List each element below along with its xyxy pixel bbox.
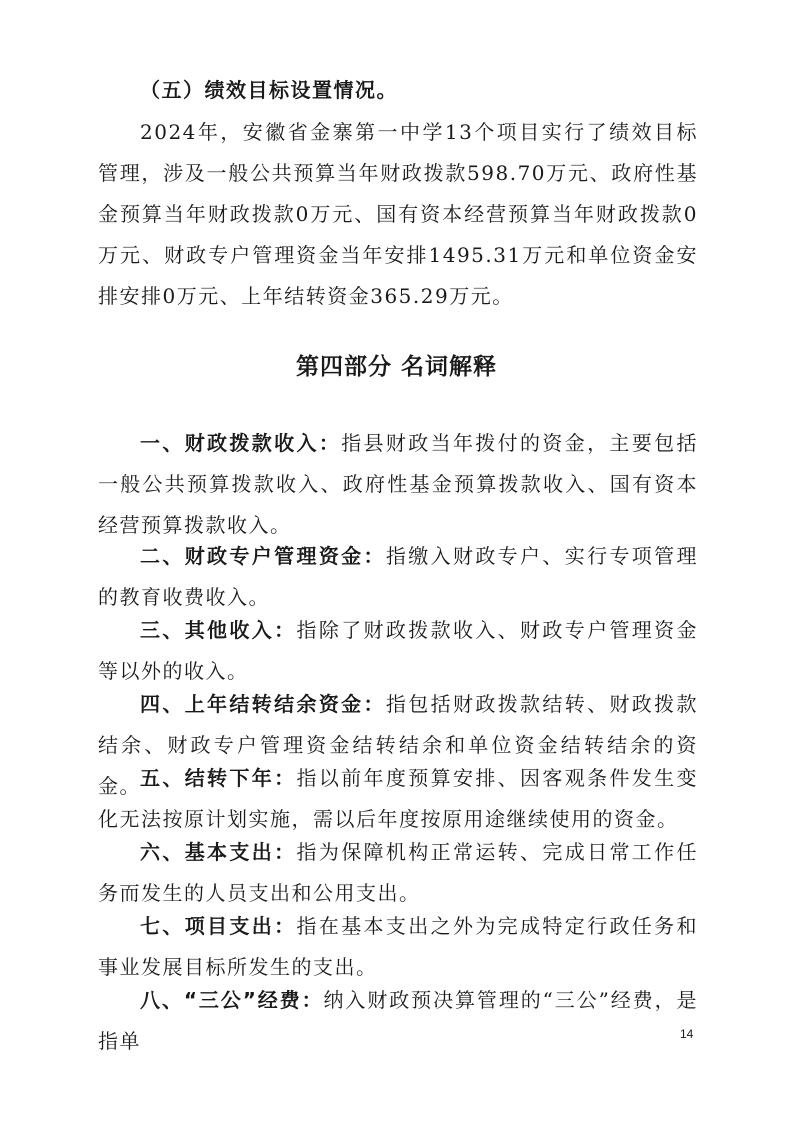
term-definition — [98, 536, 698, 618]
term-label: 三、其他收入： — [140, 618, 297, 642]
term-definition — [98, 980, 698, 1062]
term-label: 一、财政拨款收入： — [140, 431, 342, 455]
term-label: 七、项目支出： — [140, 914, 297, 938]
term-label: 六、基本支出： — [140, 840, 297, 864]
term-definition — [98, 610, 698, 692]
page-number: 14 — [680, 1027, 694, 1041]
term-definition — [98, 832, 698, 914]
term-label: 五、结转下年： — [140, 766, 297, 790]
term-text: 纳入财政预决算管理的“三公”经费，是指单 — [98, 988, 698, 1053]
term-text: 指包括财政拨款结转、财政拨款结余、财政专户管理资金结转结余和单位资金结转结余的资金。 — [98, 692, 699, 798]
term-text: 指县财政当年拨付的资金，主要包括一般公共预算拨款收入、政府性基金预算拨款收入、国有资本经营预算拨款收入。 — [98, 431, 698, 537]
term-label: 八、“三公”经费： — [140, 988, 324, 1012]
term-text: 指以前年度预算安排、因客观条件发生变化无法按原计划实施，需以后年度按原用途继续使用的资金。 — [98, 766, 699, 831]
term-text: 指为保障机构正常运转、完成日常工作任务而发生的人员支出和公用支出。 — [98, 840, 699, 905]
section-heading-performance-goals: （五）绩效目标设置情况。 — [140, 78, 398, 102]
term-definition — [98, 758, 698, 840]
performance-goals-paragraph: 2024年，安徽省金寨第一中学13个项目实行了绩效目标管理，涉及一般公共预算当年财政拨款598.70万元、政府性基金预算当年财政拨款0万元、国有资本经营预算当年财政拨款0万元、财政专户管理资金当年安排1495.31万元和单位资金安排安排0万元、上年结转资金365.29万元。 — [98, 120, 698, 308]
term-text: 指在基本支出之外为完成特定行政任务和事业发展目标所发生的支出。 — [98, 914, 699, 979]
term-text: 指除了财政拨款收入、财政专户管理资金等以外的收入。 — [98, 618, 699, 683]
term-label: 二、财政专户管理资金： — [140, 544, 386, 568]
term-label: 四、上年结转结余资金： — [140, 692, 386, 716]
term-definition — [98, 423, 698, 546]
term-text: 指缴入财政专户、实行专项管理的教育收费收入。 — [98, 544, 699, 609]
part-four-title: 第四部分 名词解释 — [295, 354, 497, 380]
term-definition — [98, 906, 698, 988]
